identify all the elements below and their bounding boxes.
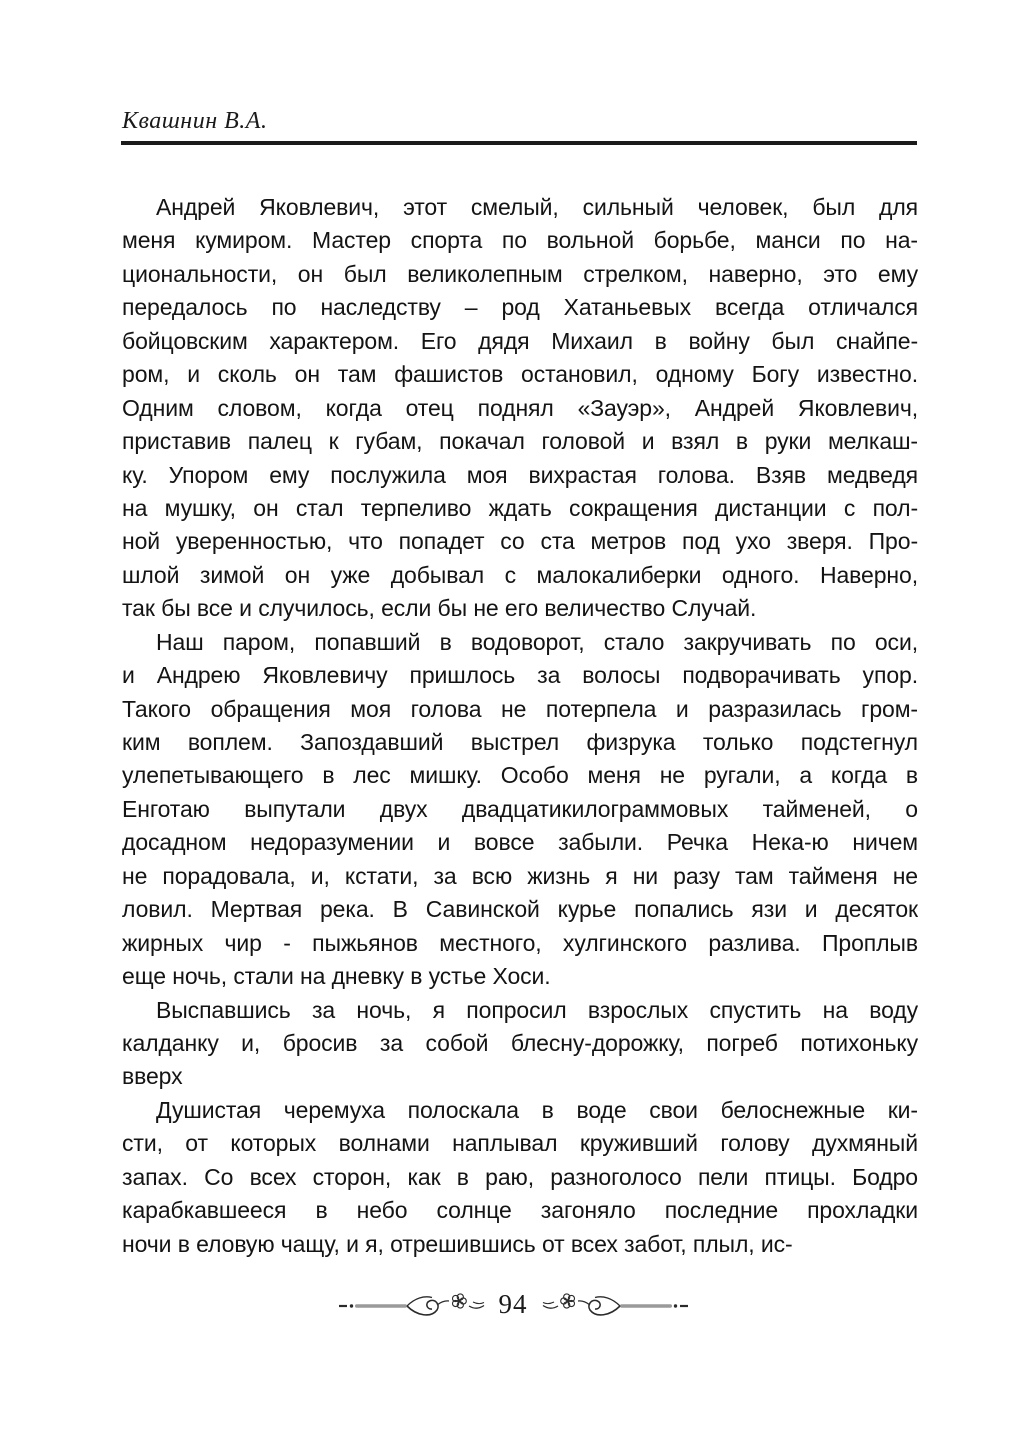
rosette-icon [452, 1294, 466, 1308]
text-line: карабкавшееся в небо солнце загоняло последние прохладки [122, 1197, 918, 1224]
text-line: еще ночь, стали на дневку в устье Хоси. [122, 963, 551, 990]
text-line: вверх [122, 1063, 183, 1090]
page-footer [0, 1288, 1026, 1324]
text-line: циональности, он был великолепным стрелком, наверно, это ему [122, 260, 918, 287]
text-line: меня кумиром. Мастер спорта по вольной борьбе, манси по на- [122, 227, 918, 254]
text-line: не порадовала, и, кстати, за всю жизнь я ни разу там тайменя не [122, 862, 918, 889]
text-line: досадном недоразумении и вовсе забыли. Речка Нека-ю ничем [122, 829, 918, 856]
text-line: ром, и сколь он там фашистов остановил, одному Богу известно. [122, 361, 918, 388]
author-name: Квашнин В.А. [122, 108, 268, 134]
body-text [122, 191, 918, 1261]
text-line: сти, от которых волнами наплывал круживший голову духмяный [122, 1130, 918, 1157]
text-line: и Андрею Яковлевичу пришлось за волосы подворачивать упор. [122, 662, 918, 689]
text-line: на мушку, он стал терпеливо ждать сокращения дистанции с пол- [122, 494, 918, 521]
rosette-icon [560, 1294, 574, 1308]
text-line: передалось по наследству – род Хатаньевых всегда отличался [122, 294, 918, 321]
text-line: бойцовским характером. Его дядя Михаил в войну был снайпе- [122, 327, 918, 354]
running-header [122, 108, 267, 135]
text-line: калданку и, бросив за собой блесну-дорожку, погреб потихоньку [122, 1029, 918, 1056]
footer-flourish-left-icon [337, 1288, 489, 1324]
text-line: Выспавшись за ночь, я попросил взрослых спустить на воду [156, 996, 918, 1023]
text-line: ной уверенностью, что попадет со ста метров под ухо зверя. Про- [122, 528, 918, 555]
text-line: Наш паром, попавший в водоворот, стало закручивать по оси, [156, 628, 918, 655]
footer-flourish-right-icon [538, 1288, 690, 1324]
text-line: Одним словом, когда отец поднял «Зауэр», Андрей Яковлевич, [122, 394, 918, 421]
text-line: шлой зимой он уже добывал с малокалиберки одного. Наверно, [122, 561, 918, 588]
text-line: ким воплем. Запоздавший выстрел физрука только подстегнул [122, 729, 918, 755]
text-line: ловил. Мертвая река. В Савинской курье попались язи и десяток [122, 896, 918, 923]
text-line: Андрей Яковлевич, этот смелый, сильный человек, был для [156, 194, 918, 220]
text-line: ночи в еловую чащу, и я, отрешившись от всех забот, плыл, ис- [122, 1230, 793, 1257]
text-line: ку. Упором ему послужила моя вихрастая голова. Взяв медведя [122, 461, 918, 488]
page-number: 94 [498, 1288, 528, 1319]
text-line: запах. Со всех сторон, как в раю, разноголосо пели птицы. Бодро [122, 1163, 918, 1190]
header-rule [121, 141, 917, 145]
text-line: улепетывающего в лес мишку. Особо меня не ругали, а когда в [122, 762, 918, 789]
text-line: так бы все и случилось, если бы не его величество Случай. [122, 595, 757, 622]
text-line: жирных чир - пыжьянов местного, хулгинского разлива. Проплыв [122, 929, 918, 956]
text-line: Душистая черемуха полоскала в воде свои белоснежные ки- [156, 1096, 918, 1123]
text-line: Енготаю выпутали двух двадцатикилограммовых тайменей, о [122, 795, 918, 822]
text-line: приставив палец к губам, покачал головой и взял в руки мелкаш- [122, 428, 918, 455]
text-line: Такого обращения моя голова не потерпела и разразилась гром- [122, 695, 918, 722]
